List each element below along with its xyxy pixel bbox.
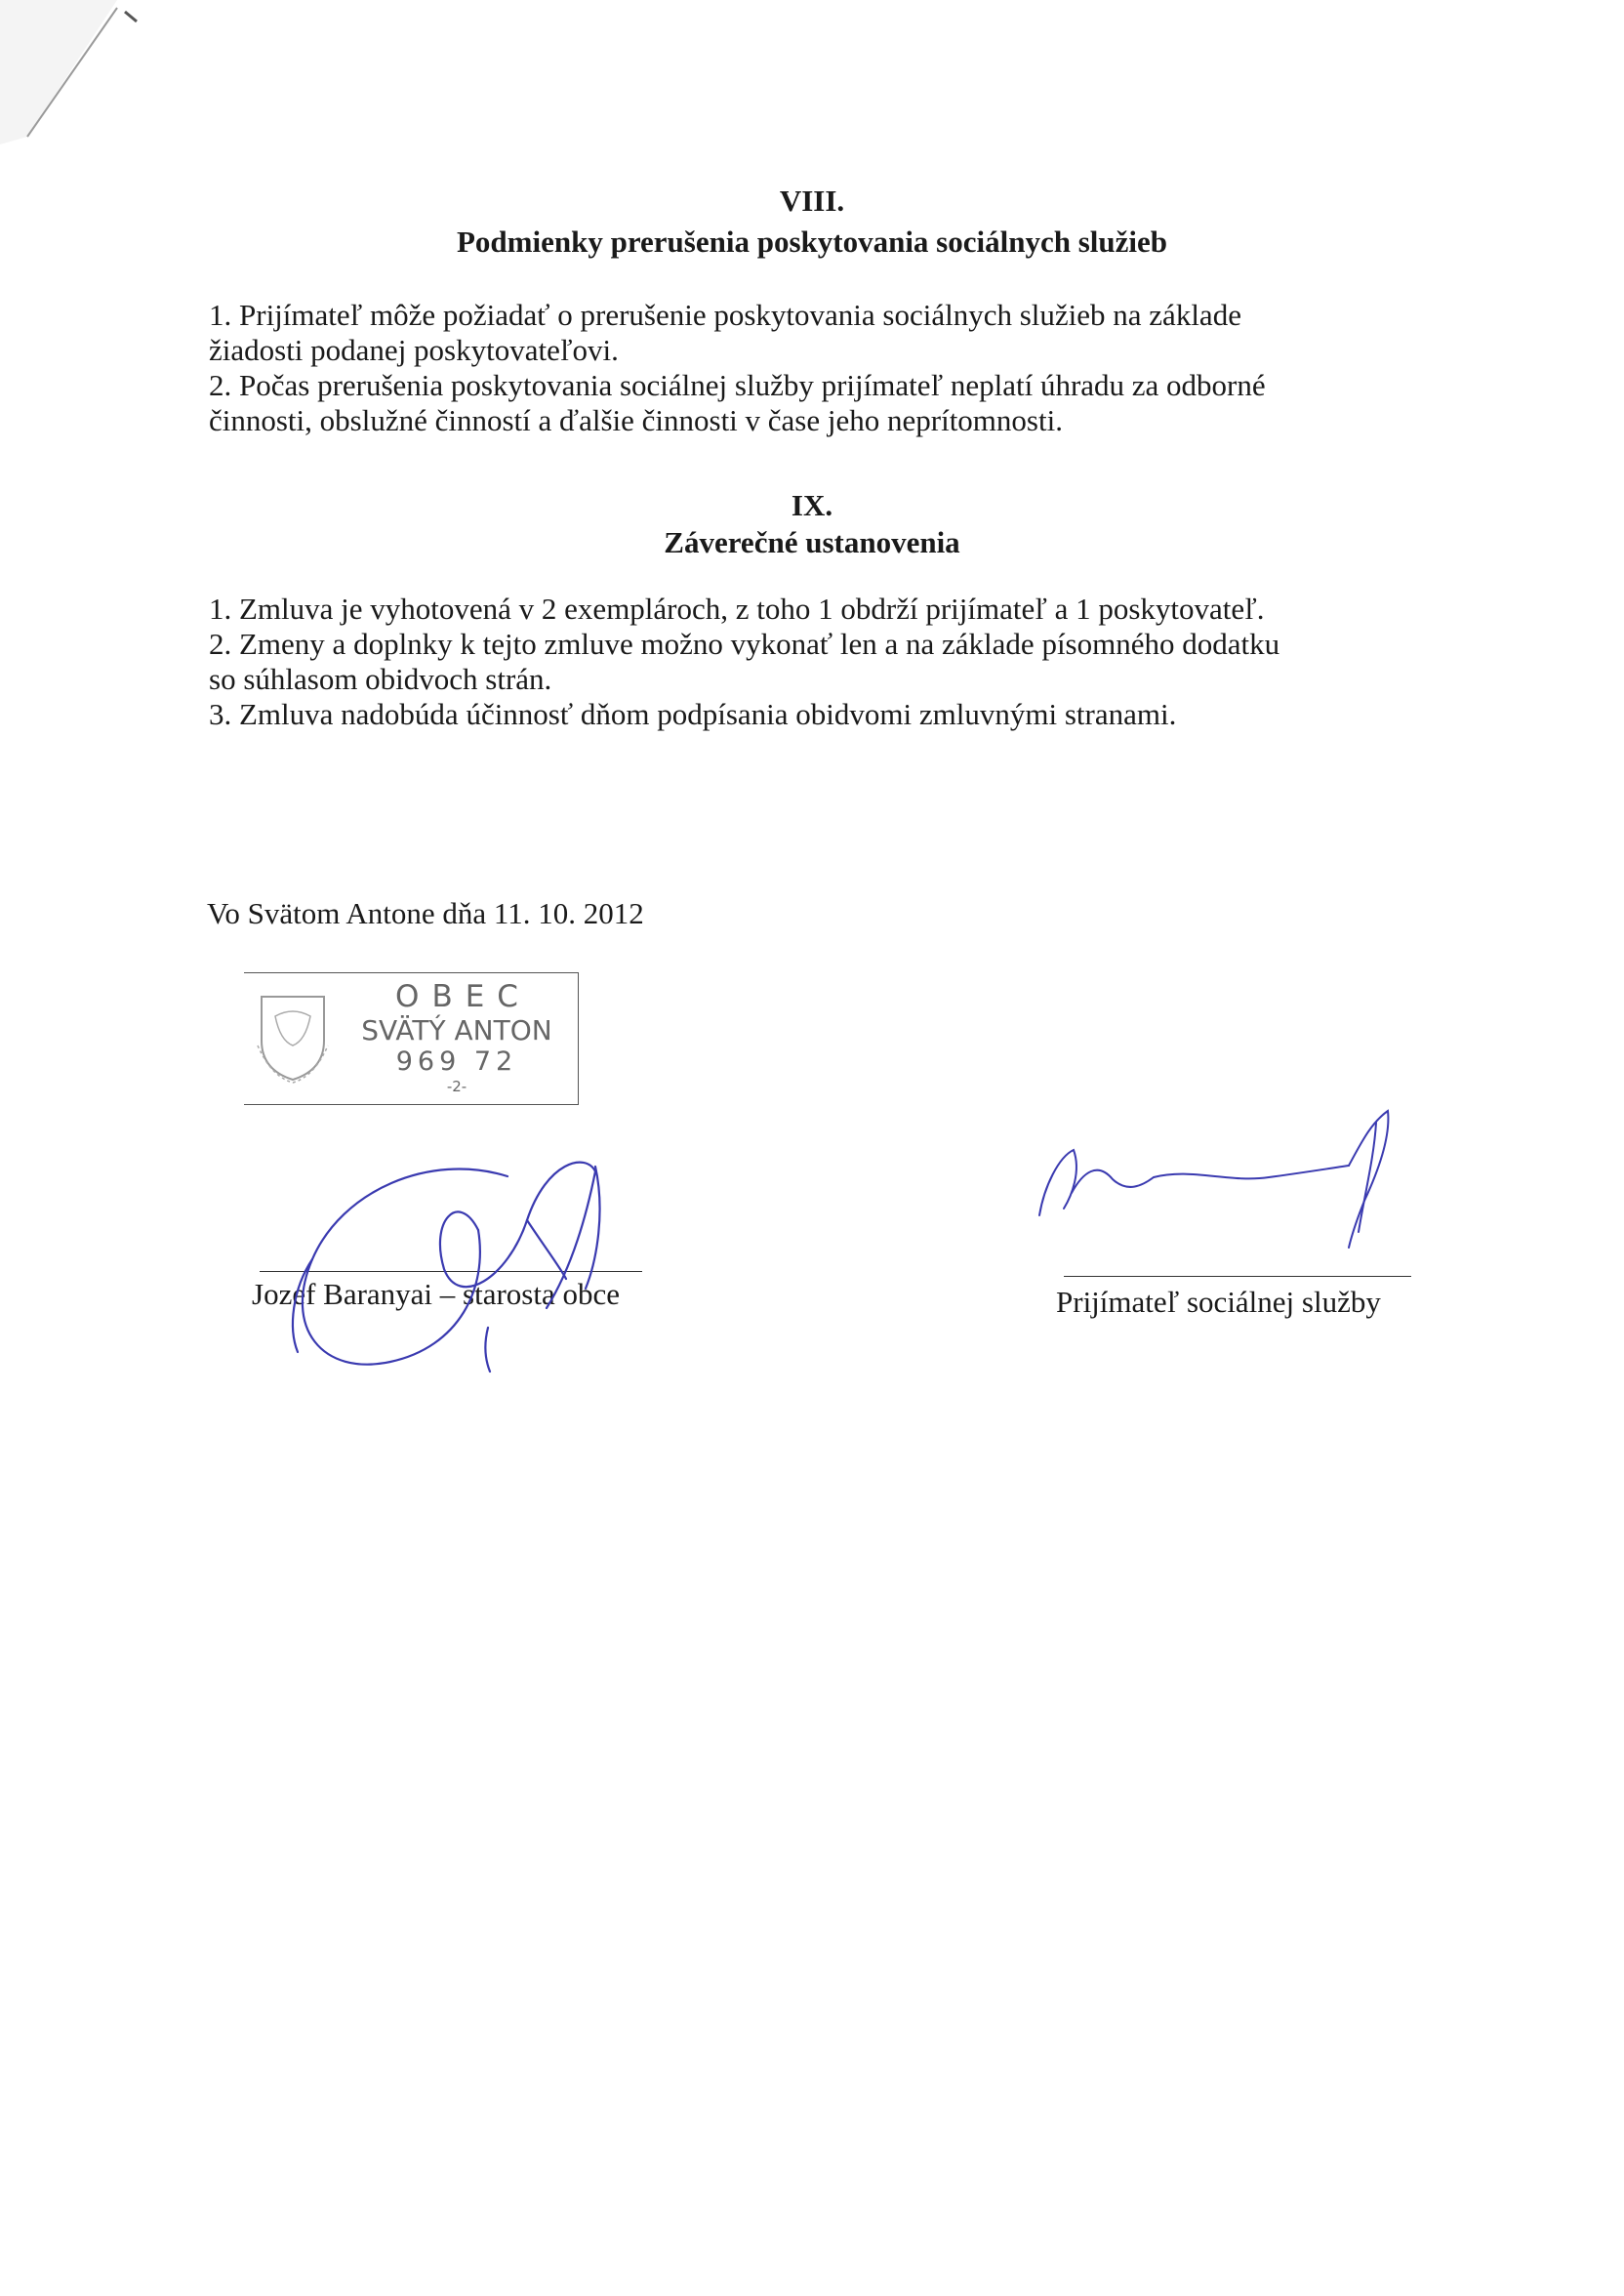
coat-of-arms-icon	[252, 987, 334, 1085]
clause-line: žiadosti podanej poskytovateľovi.	[209, 333, 619, 367]
signature-label-right: Prijímateľ sociálnej služby	[1056, 1285, 1381, 1319]
signature-left	[293, 1163, 600, 1372]
clause-line: so súhlasom obidvoch strán.	[209, 662, 552, 696]
clause-line: činnosti, obslužné činností a ďalšie činnosti v čase jeho neprítomnosti.	[209, 403, 1063, 437]
section-body	[209, 298, 1409, 438]
section-number: VIII.	[779, 184, 845, 218]
section-body	[209, 592, 1409, 732]
signature-label-left: Jozef Baranyai – starosta obce	[252, 1277, 621, 1311]
section-number: IX.	[791, 488, 833, 522]
stamp-line: SVÄTÝ ANTON	[361, 1014, 552, 1046]
signature-line-right	[1064, 1276, 1411, 1277]
section-title: Podmienky prerušenia poskytovania sociálnych služieb	[456, 225, 1168, 259]
stamp-line: OBEC	[395, 979, 531, 1014]
signature-line-left	[260, 1271, 642, 1272]
signature-right	[1039, 1111, 1388, 1248]
stamp-line: 969 72	[395, 1046, 518, 1077]
clause-line: 2. Počas prerušenia poskytovania sociálnej služby prijímateľ neplatí úhradu za odborné	[209, 368, 1266, 402]
clause-line: 2. Zmeny a doplnky k tejto zmluve možno vykonať len a na základe písomného dodatku	[209, 627, 1280, 661]
place-date: Vo Svätom Antone dňa 11. 10. 2012	[207, 896, 644, 930]
folded-corner-mark	[0, 0, 146, 146]
section-title: Záverečné ustanovenia	[664, 525, 960, 559]
clause-line: 3. Zmluva nadobúda účinnosť dňom podpísania obidvomi zmluvnými stranami.	[209, 697, 1177, 731]
stamp-line: -2-	[446, 1078, 467, 1095]
clause-line: 1. Zmluva je vyhotovená v 2 exemplároch, z toho 1 obdrží prijímateľ a 1 poskytovateľ.	[209, 592, 1265, 626]
clause-line: 1. Prijímateľ môže požiadať o prerušenie poskytovania sociálnych služieb na základe	[209, 298, 1241, 332]
stamp-text	[340, 979, 574, 1096]
official-stamp	[244, 972, 579, 1105]
